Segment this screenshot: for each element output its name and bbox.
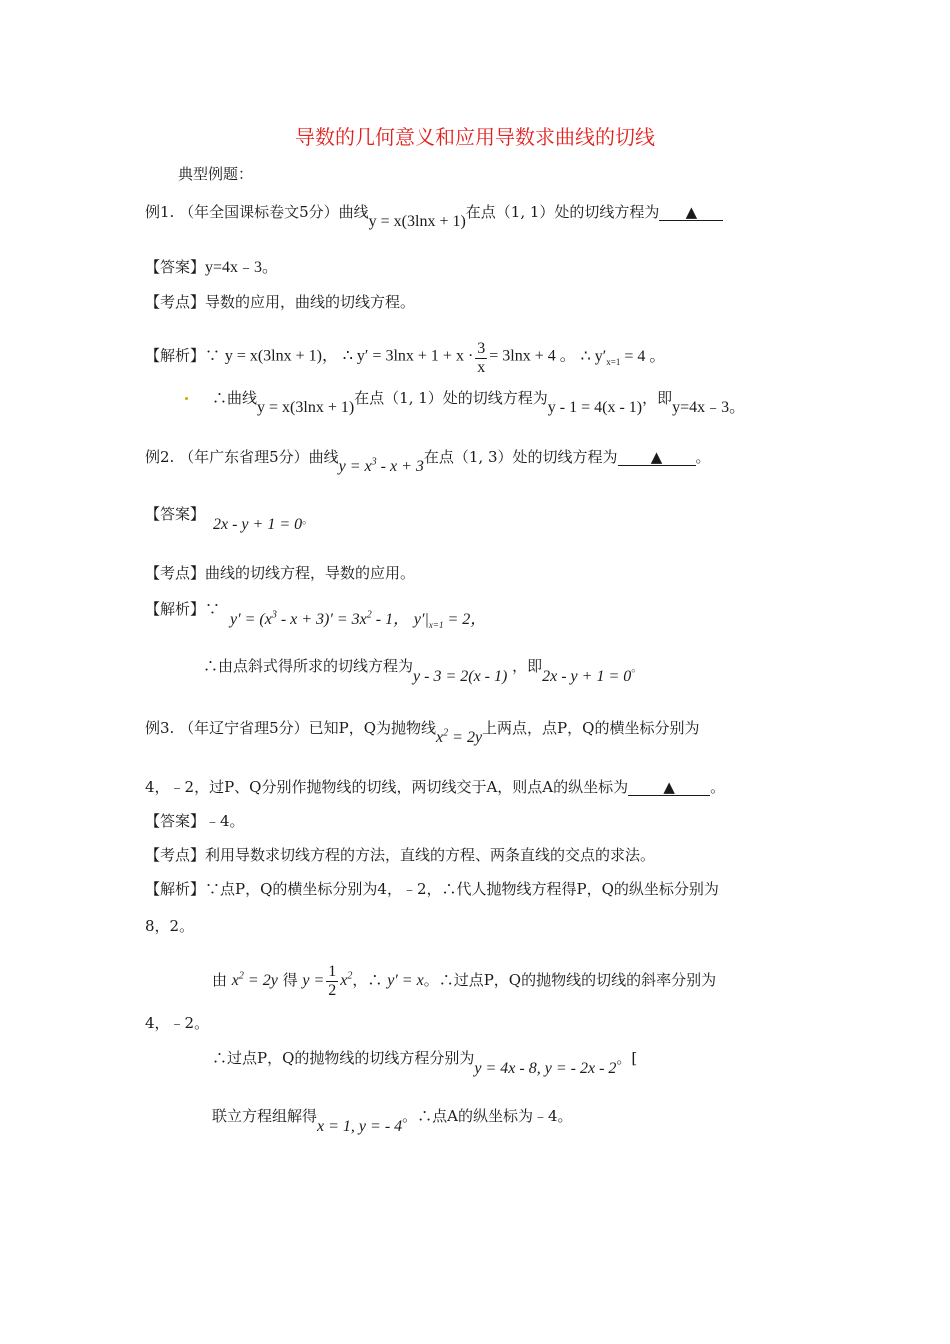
example-1-point <box>145 292 415 312</box>
example-label: 例3. <box>145 719 175 737</box>
example-1-conclusion <box>212 388 746 416</box>
conclusion-text: ∴曲线 <box>212 389 258 407</box>
answer-blank: ▲ <box>628 779 710 796</box>
example-3-question-line2: 4，﹣2，过P、Q分别作抛物线的切线，两切线交于A，则点A的纵坐标为 ▲ 。 <box>145 778 726 796</box>
answer-tag: 【答案】 <box>145 812 206 830</box>
example-3-question <box>145 718 700 746</box>
example-1-question <box>145 202 723 230</box>
answer-tag: 【答案】 <box>145 505 206 523</box>
derivative-equation: $y' = (x^3 - x + 3)' = 3x^2 - 1$， <box>230 609 410 628</box>
example-3-derivation: 由 $x^2 = 2y$ 得 y = $\frac{1}{2}$ $x^2$，∴ y′ = x。∴过点P，Q的抛物线的切线的斜率分别为 <box>212 963 717 999</box>
question-tail: 上两点，点P，Q的横坐标分别为 <box>482 719 700 737</box>
point-tag: 【考点】 <box>145 293 206 311</box>
analysis-tag: 【解析】 <box>145 600 206 618</box>
curve-equation: $y = x^3 - x + 3$ <box>338 456 424 475</box>
derivative-equation: y′ = x <box>387 972 424 990</box>
tangent-result: 2x - y + 1 = 0 <box>542 668 632 685</box>
example-2-question: 例2. （年广东省理5分）曲线$y = x^3 - x + 3$在点（1, 3）处的切线方程为 ▲ 。 <box>145 448 711 475</box>
fraction: $\frac{1}{2}$ <box>328 963 337 999</box>
example-3-analysis <box>145 879 719 899</box>
tangent-equations: y = 4x - 8, y = - 2x - 2 <box>474 1060 617 1077</box>
question-tail: 在点（1, 3）处的切线方程为 <box>423 448 618 466</box>
curve-equation: y = x(3lnx + 1) <box>257 399 355 416</box>
example-3-answer <box>145 811 245 831</box>
example-label: 例2. <box>145 448 175 466</box>
conclusion-text: ，即 <box>512 657 543 675</box>
conclusion-text: ∴由点斜式得所求的切线方程为 <box>203 657 414 675</box>
answer-text: y=4x﹣3。 <box>205 259 279 276</box>
analysis-tag: 【解析】 <box>145 880 206 898</box>
example-2-analysis <box>145 599 220 619</box>
slope-value: $y'|_{x=1} = 2$， <box>413 611 487 631</box>
answer-equation: 2x - y + 1 = 0 <box>213 516 303 533</box>
example-2-point <box>145 563 415 583</box>
point-text: 曲线的切线方程，导数的应用。 <box>205 564 416 582</box>
answer-blank: ▲ <box>659 204 723 221</box>
solution-equations: x = 1, y = - 4 <box>317 1118 403 1135</box>
example-3-slopes: 4，﹣2。 <box>145 1014 210 1032</box>
intro-heading: 典型例题： <box>178 165 254 183</box>
answer-text: ﹣4。 <box>205 812 245 830</box>
example-3-analysis-line2: 8，2。 <box>145 917 195 935</box>
answer-blank: ▲ <box>618 449 696 466</box>
example-2-answer-eq: 2x - y + 1 = 0。 <box>213 513 314 533</box>
point-tag: 【考点】 <box>145 564 206 582</box>
analysis-equation: y = x(3lnx + 1)， <box>224 347 338 365</box>
slope-value: ∴ $y'_{x=1} = 4$ 。 <box>580 347 666 367</box>
example-3-point <box>145 845 655 865</box>
example-2-conclusion: ∴由点斜式得所求的切线方程为y - 3 = 2(x - 1) ，即2x - y + 1 = 0。 <box>203 657 643 685</box>
example-source: （年广东省理5分）曲线 <box>179 448 339 466</box>
derivative-result: = 3lnx + 4 。 <box>489 347 576 365</box>
fraction: $\frac{3}{x}$ <box>477 340 486 376</box>
example-1-answer <box>145 257 278 278</box>
question-text: 4，﹣2，过P、Q分别作抛物线的切线，两切线交于A，则点A的纵坐标为 <box>145 778 629 796</box>
example-label: 例1. <box>145 203 175 221</box>
since-symbol: ∵ <box>205 346 221 365</box>
curve-equation: y = x(3lnx + 1) <box>368 213 466 230</box>
example-3-solution: 联立方程组解得x = 1, y = - 4。∴点A的纵坐标为﹣4。 <box>212 1107 573 1135</box>
example-1-analysis <box>145 338 665 375</box>
example-source: （年辽宁省理5分）已知P，Q为抛物线 <box>179 719 437 737</box>
conclusion-text: 在点（1, 1）处的切线方程为 <box>354 389 548 407</box>
example-2-answer <box>145 504 205 524</box>
example-2-derivative <box>230 609 486 630</box>
analysis-text: ∵点P，Q的横坐标分别为4，﹣2，∴代人抛物线方程得P，Q的纵坐标分别为 <box>205 880 719 898</box>
conclusion-text: ，即 <box>642 389 673 407</box>
tangent-equation: y - 3 = 2(x - 1) <box>413 668 508 685</box>
function-equation: y = $\frac{1}{2}$ $x^2$ <box>302 963 353 999</box>
answer-tag: 【答案】 <box>145 258 206 276</box>
question-tail: 在点（1, 1）处的切线方程为 <box>465 203 660 221</box>
tangent-equation: y - 1 = 4(x - 1) <box>547 399 643 416</box>
page-title: 导数的几何意义和应用导数求曲线的切线 <box>295 125 655 149</box>
final-answer: ﹣4。 <box>532 1107 573 1125</box>
decorative-dot <box>185 397 188 400</box>
tangent-result: y=4x﹣3。 <box>672 399 746 416</box>
point-text: 导数的应用，曲线的切线方程。 <box>205 293 416 311</box>
parabola-equation: $x^2 = 2y$ <box>231 970 278 990</box>
parabola-equation: $x^2 = 2y$ <box>436 727 483 746</box>
point-tag: 【考点】 <box>145 846 206 864</box>
point-text: 利用导数求切线方程的方法，直线的方程、两条直线的交点的求法。 <box>205 846 656 864</box>
analysis-tag: 【解析】 <box>145 346 206 365</box>
since-symbol: ∵ <box>205 600 221 618</box>
example-source: （年全国课标卷文5分）曲线 <box>179 203 369 221</box>
derivative-equation: ∴ y′ = 3lnx + 1 + x · <box>342 347 474 365</box>
example-3-tangents: ∴过点P，Q的抛物线的切线方程分别为y = 4x - 8, y = - 2x - 2。[ <box>212 1049 638 1077</box>
